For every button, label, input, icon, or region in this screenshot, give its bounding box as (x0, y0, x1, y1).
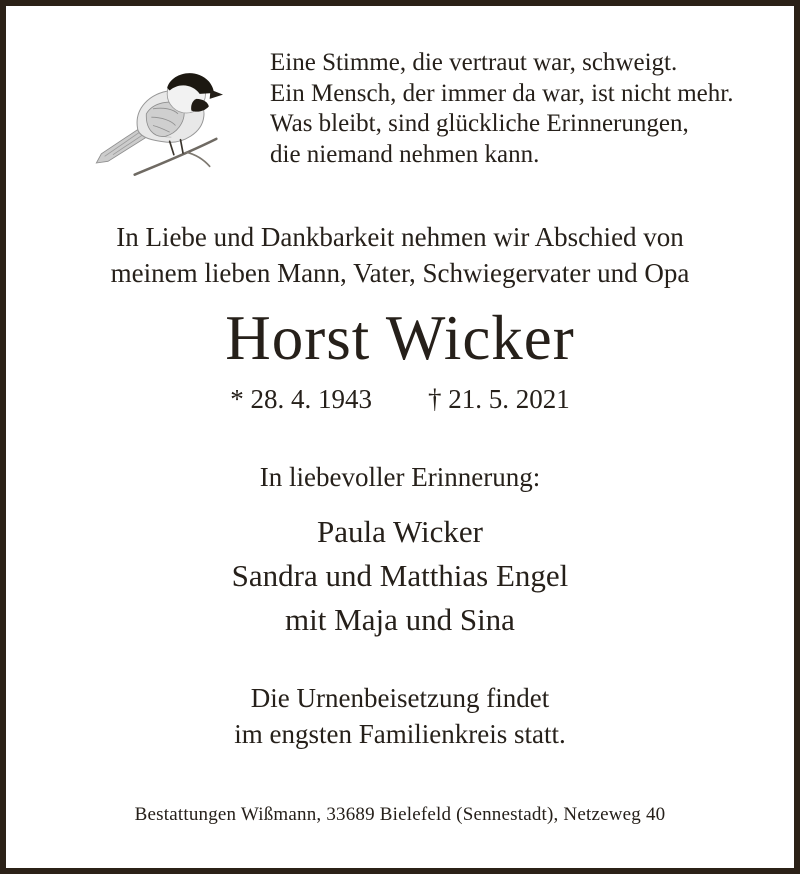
birth-date: * 28. 4. 1943 (230, 384, 372, 415)
notice-line: im engsten Familienkreis statt. (234, 719, 566, 750)
verse-line: Was bleibt, sind glückliche Erinnerungen, (270, 110, 689, 137)
obituary-card (6, 6, 794, 868)
life-dates (6, 384, 794, 415)
mourner-line: mit Maja und Sina (285, 602, 515, 638)
mourner-line: Paula Wicker (316, 514, 484, 550)
notice-line: Die Urnenbeisetzung findet (250, 683, 550, 714)
memorial-verse (270, 48, 733, 170)
mourners-list (6, 510, 794, 642)
header-section (6, 42, 794, 188)
remembrance-heading: In liebevoller Erinnerung: (259, 462, 541, 493)
mourner-line: Sandra und Matthias Engel (231, 558, 569, 594)
verse-line: Eine Stimme, die vertraut war, schweigt. (270, 49, 678, 76)
intro-line: In Liebe und Dankbarkeit nehmen wir Abschied von (116, 222, 684, 252)
farewell-intro (6, 220, 794, 291)
intro-line: meinem lieben Mann, Vater, Schwiegervater und Opa (110, 257, 690, 288)
verse-line: die niemand nehmen kann. (270, 140, 540, 168)
death-date: † 21. 5. 2021 (428, 384, 570, 415)
burial-notice (6, 681, 794, 753)
bird-icon (88, 48, 238, 188)
verse-line: Ein Mensch, der immer da war, ist nicht mehr. (270, 79, 734, 107)
deceased-name: Horst Wicker (225, 303, 575, 374)
funeral-home-footer: Bestattungen Wißmann, 33689 Bielefeld (Sennestadt), Netzeweg 40 (134, 804, 666, 826)
